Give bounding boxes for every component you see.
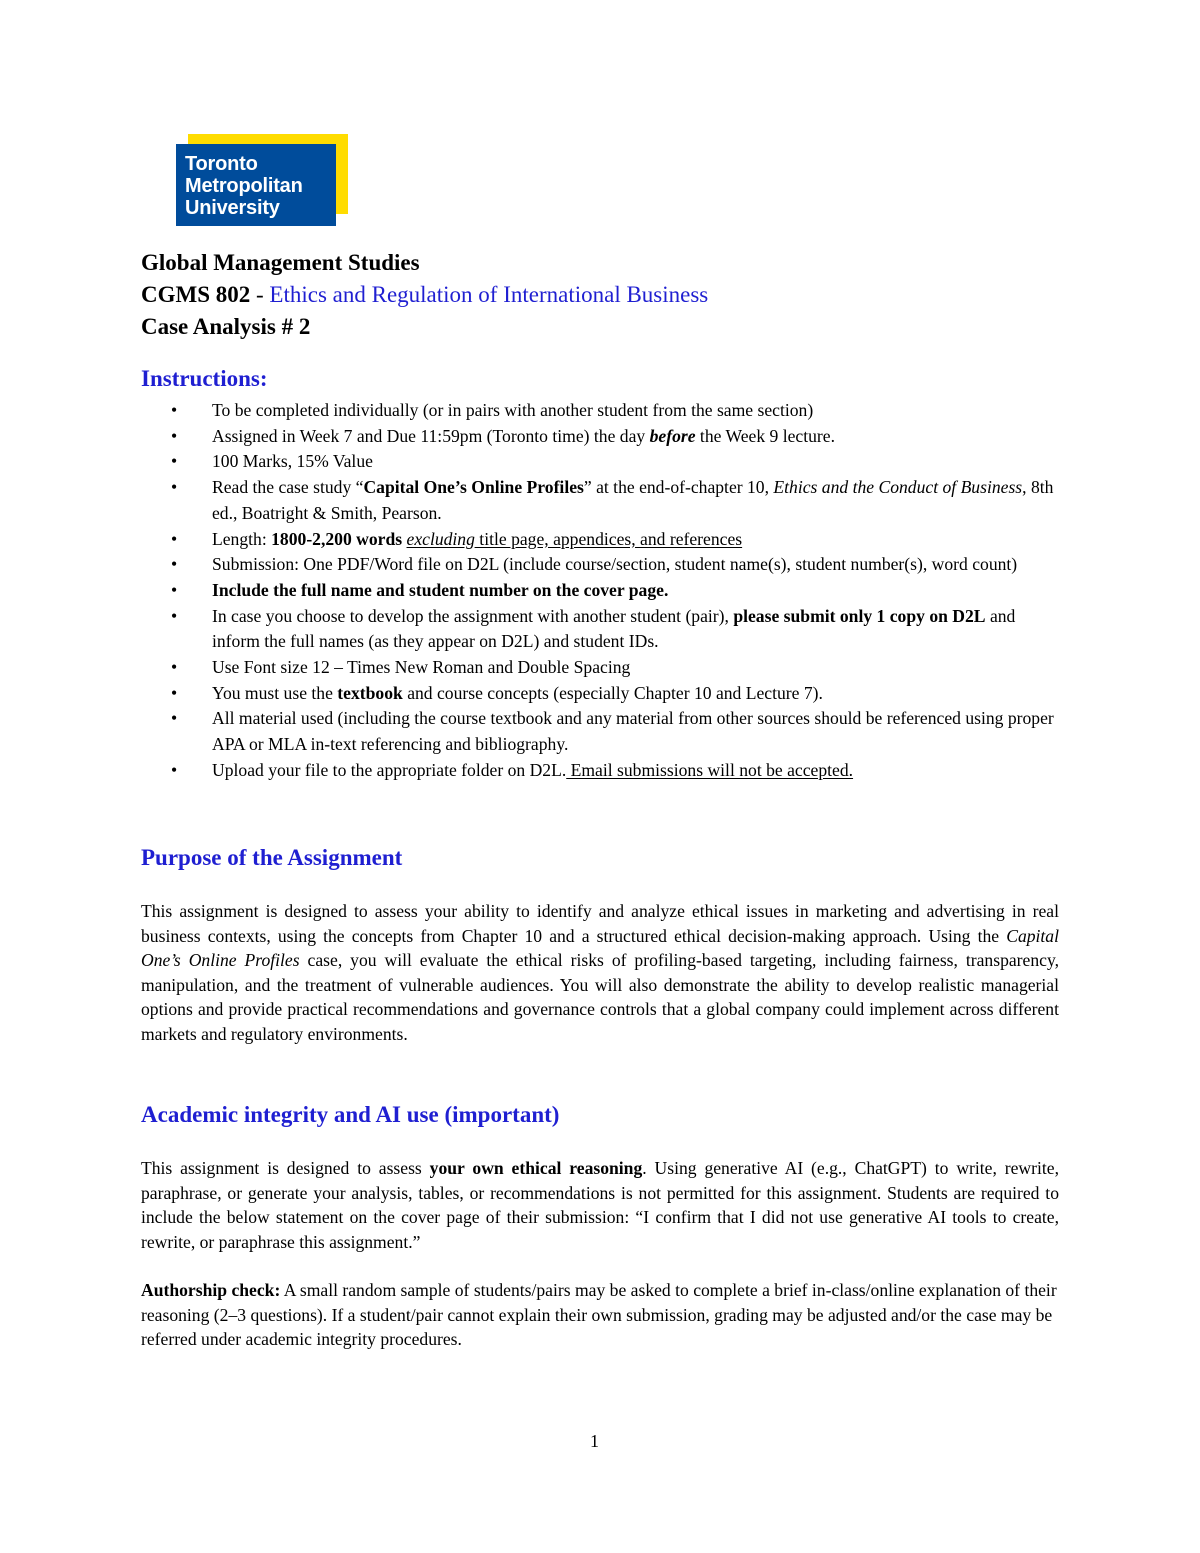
list-item (171, 655, 1061, 681)
course-name: Ethics and Regulation of International Business (269, 282, 709, 307)
ai-policy-heading: Academic integrity and AI use (important) (141, 1102, 560, 1127)
bullet-text: In case you choose to develop the assignment with another student (pair), (212, 605, 734, 626)
university-logo (176, 134, 348, 226)
course-separator: - (250, 282, 270, 307)
bullet-text: 100 Marks, 15% Value (212, 451, 373, 472)
list-item (171, 475, 1061, 526)
bullet-icon: • (171, 759, 178, 780)
logo-blue-block (176, 144, 336, 226)
case-study-name: Capital One’s Online Profiles (363, 477, 584, 498)
emphasis-before: before (649, 425, 696, 446)
bullet-icon: • (171, 708, 178, 729)
bullet-text: To be completed individually (or in pairs with another student from the same section) (212, 400, 814, 420)
bullet-text: Length: (212, 528, 272, 549)
course-code: CGMS 802 (141, 282, 251, 307)
logo-word-3: University (185, 197, 280, 219)
bullet-text: Assigned in Week 7 and Due 11:59pm (Toronto time) the day (212, 425, 650, 446)
list-item (171, 706, 1061, 757)
paragraph-text: This assignment is designed to assess your ability to identify and analyze ethical issues in marketing and advertising in real business contexts, using the concepts from Chapter 10 and a structured ethical decision-making approach. Using the (141, 901, 1059, 946)
list-item (171, 449, 1061, 475)
emphasis-excluding: excluding (406, 528, 475, 549)
list-item (171, 424, 1061, 450)
bullet-icon: • (171, 605, 178, 626)
paragraph-text: . Using generative AI (e.g., ChatGPT) to write, rewrite, paraphrase, or generate your analysis, tables, or recommendations is not permitted for this assignment. Students are required to include the below statement on the cover page of their submission: “I confirm that I did not use generative AI tools to create, rewrite, or paraphrase this assignment.” (141, 1158, 1059, 1252)
list-item (171, 398, 1061, 424)
bullet-text: ” at the end-of-chapter 10, (583, 477, 774, 498)
bullet-text: Include the full name and student number on the cover page. (212, 579, 669, 600)
list-item (171, 681, 1061, 707)
bullet-icon: • (171, 528, 178, 549)
ai-policy-paragraph (141, 1156, 1059, 1254)
bullet-icon: • (171, 451, 178, 472)
textbook-title: Ethics and the Conduct of Business (773, 477, 1023, 498)
page-number: 1 (590, 1431, 599, 1451)
purpose-paragraph (141, 899, 1059, 1047)
email-warning: Email submissions will not be accepted. (566, 759, 854, 780)
authorship-paragraph (141, 1278, 1059, 1352)
bullet-icon: • (171, 682, 178, 703)
bullet-text: , 8th ed., Boatright & Smith, Pearson. (212, 477, 1054, 523)
bullet-text: Upload your file to the appropriate folder on D2L. (212, 759, 567, 780)
textbook-emphasis: textbook (337, 682, 403, 703)
bullet-icon: • (171, 554, 178, 575)
list-item (171, 758, 1061, 784)
authorship-label: Authorship check: (141, 1280, 281, 1300)
instructions-list (171, 398, 1061, 784)
bullet-icon: • (171, 579, 178, 600)
list-item (171, 604, 1061, 655)
list-item (171, 578, 1061, 604)
logo-word-2: Metropolitan (185, 175, 303, 197)
logo-word-1: Toronto (185, 153, 258, 175)
department-title: Global Management Studies (141, 250, 420, 275)
word-count-range: 1800-2,200 words (271, 528, 403, 549)
bullet-text: and inform the full names (as they appear on D2L) and student IDs. (212, 605, 1016, 652)
own-reasoning-emphasis: your own ethical reasoning (429, 1158, 643, 1178)
course-title-line (141, 282, 708, 308)
paragraph-text: This assignment is designed to assess (141, 1158, 430, 1178)
bullet-icon: • (171, 425, 178, 446)
bullet-text: title page, appendices, and references (474, 528, 743, 549)
case-name-italic: Capital One’s Online Profiles (141, 925, 1059, 971)
submit-once-note: please submit only 1 copy on D2L (733, 605, 986, 626)
instructions-heading: Instructions: (141, 366, 268, 391)
list-item (171, 552, 1061, 578)
purpose-heading: Purpose of the Assignment (141, 845, 403, 870)
bullet-icon: • (171, 657, 178, 678)
bullet-text: Read the case study “ (212, 477, 364, 498)
paragraph-text: A small random sample of students/pairs may be asked to complete a brief in-class/online explanation of their reasoning (2–3 questions). If a student/pair cannot explain their own submission, grading may be adjusted and/or the case may be referred under academic integrity procedures. (141, 1280, 1057, 1350)
bullet-text: You must use the (212, 682, 338, 703)
paragraph-text: case, you will evaluate the ethical risks of profiling-based targeting, including fairness, transparency, manipulation, and the treatment of vulnerable audiences. You will also demonstrate the ability to develop realistic managerial options and provide practical recommendations and governance controls that a global company could implement across different markets and regulatory environments. (141, 950, 1059, 1044)
case-title: Case Analysis # 2 (141, 314, 311, 339)
bullet-icon: • (171, 477, 178, 498)
bullet-text: Use Font size 12 – Times New Roman and Double Spacing (212, 657, 631, 678)
bullet-text: All material used (including the course textbook and any material from other sources should be referenced using proper APA or MLA in-text referencing and bibliography. (212, 708, 1054, 755)
bullet-text: and course concepts (especially Chapter 10 and Lecture 7). (402, 682, 823, 703)
bullet-text: Submission: One PDF/Word file on D2L (include course/section, student name(s), student number(s), word count) (212, 554, 1018, 575)
list-item (171, 527, 1061, 553)
bullet-icon: • (171, 400, 178, 420)
bullet-text: the Week 9 lecture. (695, 425, 835, 446)
